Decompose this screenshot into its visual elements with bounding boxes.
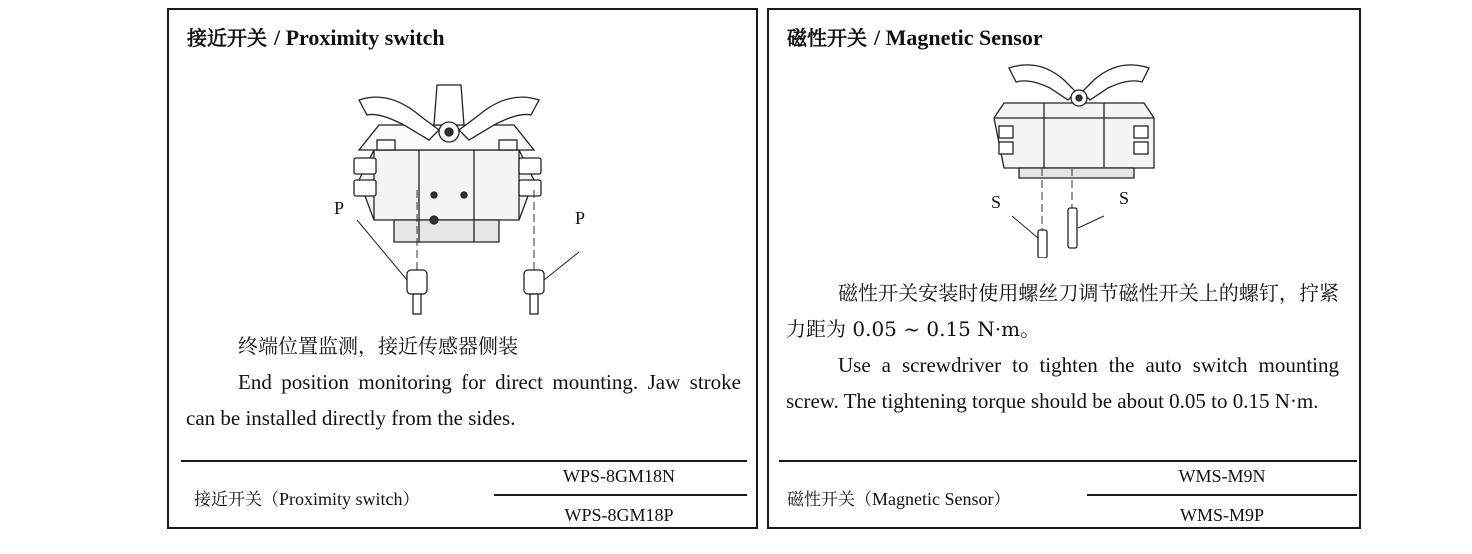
table-top-rule: [779, 460, 1357, 462]
panel-title: [187, 22, 445, 51]
table-label-close: ）: [402, 490, 420, 510]
description-zh: 磁性开关安装时使用螺丝刀调节磁性开关上的螺钉，拧紧力距为 0.05 ~ 0.15 N·m。: [786, 281, 1339, 341]
title-zh: 接近开关: [187, 26, 267, 50]
sensor-marker-right: P: [575, 208, 586, 228]
proximity-switch-panel: [167, 8, 758, 529]
title-zh: 磁性开关: [787, 26, 867, 50]
magnetic-sensor-panel: [767, 8, 1361, 529]
gripper-proximity-illustration: [319, 70, 579, 320]
model-n: WPS-8GM18N: [562, 466, 675, 486]
title-en: / Proximity switch: [273, 25, 445, 50]
model-p: WPS-8GM18P: [564, 505, 674, 525]
description: [186, 328, 741, 436]
table-top-rule: [181, 460, 747, 462]
title-en: / Magnetic Sensor: [873, 25, 1043, 50]
gripper-magnetic-illustration: [984, 58, 1164, 258]
sensor-marker-right: S: [1119, 188, 1130, 208]
table-label-en: Magnetic Sensor: [872, 489, 994, 509]
sensor-marker-left: P: [334, 198, 345, 218]
description: [786, 275, 1339, 419]
model-divider: [1087, 494, 1357, 496]
table-label-en: Proximity switch: [279, 489, 403, 509]
table-label: [787, 485, 1010, 510]
description-zh: 终端位置监测，接近传感器侧装: [238, 334, 518, 358]
table-label-zh: 接近开关（: [194, 490, 279, 510]
model-p: WMS-M9P: [1179, 505, 1264, 525]
sensor-marker-left: S: [991, 192, 1002, 212]
model-divider: [494, 494, 747, 496]
description-en: End position monitoring for direct mounting. Jaw stroke can be installed directly from the sides.: [186, 370, 741, 430]
panel-title: [787, 22, 1043, 51]
table-label: [194, 485, 420, 510]
table-label-close: ）: [993, 490, 1011, 510]
model-n: WMS-M9N: [1178, 466, 1266, 486]
description-en: Use a screwdriver to tighten the auto switch mounting screw. The tightening torque should be about 0.05 to 0.15 N·m.: [786, 353, 1339, 413]
table-label-zh: 磁性开关（: [787, 490, 872, 510]
